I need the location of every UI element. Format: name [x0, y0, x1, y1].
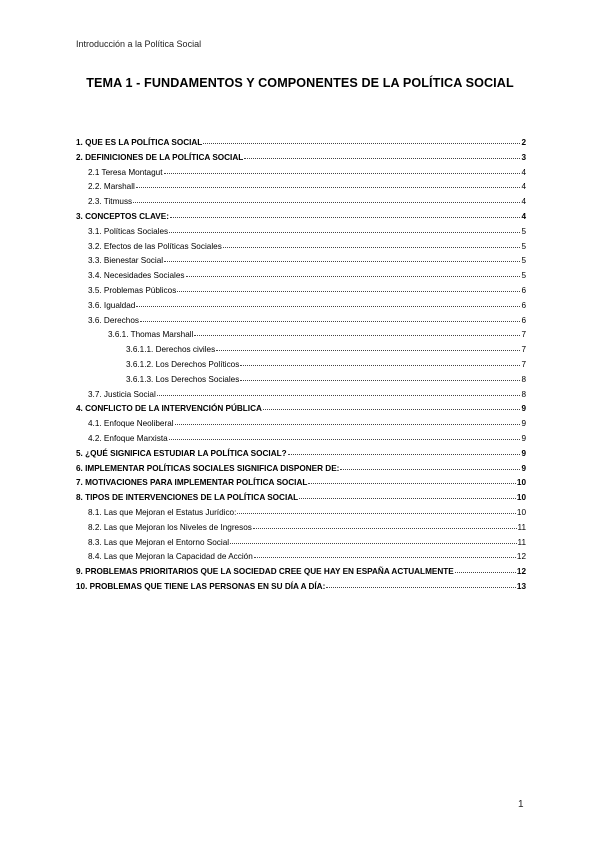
toc-entry[interactable]	[76, 357, 526, 372]
toc-entry-page: 5	[521, 256, 526, 266]
toc-leader-dots	[288, 445, 521, 455]
toc-entry[interactable]	[76, 165, 526, 180]
toc-leader-dots	[136, 297, 520, 307]
toc-entry-title: 8.3. Las que Mejoran el Entorno Social	[88, 537, 230, 547]
toc-entry[interactable]	[76, 224, 526, 239]
toc-entry-title: 7. MOTIVACIONES PARA IMPLEMENTAR POLÍTICA SOCIAL	[76, 478, 308, 488]
toc-entry-title: 6. IMPLEMENTAR POLÍTICAS SOCIALES SIGNIFICA DISPONER DE:	[76, 463, 340, 473]
toc-entry[interactable]	[76, 313, 526, 328]
page-header: Introducción a la Política Social	[76, 39, 202, 49]
table-of-contents	[76, 135, 526, 594]
toc-leader-dots	[169, 430, 521, 440]
toc-entry-title: 4.2. Enfoque Marxista	[88, 433, 168, 443]
toc-entry-page: 6	[521, 315, 526, 325]
toc-leader-dots	[253, 519, 517, 529]
toc-entry-page: 12	[516, 567, 526, 577]
toc-leader-dots	[244, 149, 520, 159]
toc-entry-title: 3.7. Justicia Social	[88, 389, 156, 399]
toc-entry-page: 9	[521, 419, 526, 429]
toc-entry-page: 8	[521, 374, 526, 384]
toc-entry-page: 5	[521, 226, 526, 236]
toc-entry[interactable]	[76, 564, 526, 579]
toc-leader-dots	[186, 267, 521, 277]
toc-entry[interactable]	[76, 387, 526, 402]
toc-entry-page: 7	[521, 359, 526, 369]
toc-entry-page: 7	[521, 345, 526, 355]
toc-leader-dots	[340, 460, 520, 470]
toc-entry-page: 9	[521, 448, 526, 458]
toc-leader-dots	[223, 238, 521, 248]
toc-entry-title: 3.1. Políticas Sociales	[88, 226, 169, 236]
toc-entry-page: 10	[516, 507, 526, 517]
toc-entry[interactable]	[76, 194, 526, 209]
toc-entry-page: 4	[521, 197, 526, 207]
toc-leader-dots	[326, 578, 516, 588]
toc-entry[interactable]	[76, 535, 526, 550]
toc-entry-title: 3. CONCEPTOS CLAVE:	[76, 211, 169, 221]
toc-entry-title: 2.1 Teresa Montagut	[88, 167, 163, 177]
toc-entry-title: 1. QUE ES LA POLÍTICA SOCIAL	[76, 138, 203, 147]
toc-leader-dots	[175, 415, 521, 425]
toc-entry-page: 6	[521, 300, 526, 310]
toc-leader-dots	[169, 223, 520, 233]
toc-entry-title: 8.1. Las que Mejoran el Estatus Jurídico:	[88, 507, 237, 517]
toc-leader-dots	[170, 208, 520, 218]
toc-entry[interactable]	[76, 342, 526, 357]
toc-entry-page: 4	[521, 167, 526, 177]
toc-leader-dots	[133, 193, 520, 203]
toc-entry-page: 9	[521, 404, 526, 414]
toc-entry-page: 9	[521, 433, 526, 443]
toc-entry-page: 11	[517, 537, 526, 547]
toc-leader-dots	[177, 282, 520, 292]
toc-entry-page: 10	[516, 493, 526, 503]
toc-leader-dots	[136, 178, 521, 188]
toc-leader-dots	[237, 504, 516, 514]
page-number: 1	[518, 799, 524, 810]
toc-entry-title: 8. TIPOS DE INTERVENCIONES DE LA POLÍTICA SOCIAL	[76, 493, 299, 503]
toc-entry[interactable]	[76, 431, 526, 446]
toc-entry[interactable]	[76, 283, 526, 298]
toc-entry[interactable]	[76, 416, 526, 431]
toc-entry-page: 8	[521, 389, 526, 399]
toc-entry[interactable]	[76, 475, 526, 490]
toc-entry-page: 13	[516, 581, 526, 591]
toc-entry[interactable]	[76, 209, 526, 224]
toc-entry-title: 3.3. Bienestar Social	[88, 256, 164, 266]
toc-entry[interactable]	[76, 461, 526, 476]
toc-entry-title: 3.6. Derechos	[88, 315, 139, 325]
toc-entry-title: 2.2. Marshall	[88, 182, 135, 192]
toc-entry[interactable]	[76, 239, 526, 254]
toc-entry-page: 3	[521, 152, 526, 162]
toc-entry-title: 5. ¿QUÉ SIGNIFICA ESTUDIAR LA POLÍTICA SOCIAL?	[76, 448, 287, 458]
toc-entry[interactable]	[76, 372, 526, 387]
toc-entry-title: 3.6.1. Thomas Marshall	[108, 330, 194, 340]
toc-entry-title: 3.4. Necesidades Sociales	[88, 271, 185, 281]
toc-entry-title: 3.6. Igualdad	[88, 300, 136, 310]
toc-entry[interactable]	[76, 549, 526, 564]
toc-entry-page: 9	[521, 463, 526, 473]
toc-entry[interactable]	[76, 135, 526, 150]
toc-leader-dots	[194, 326, 520, 336]
toc-leader-dots	[216, 341, 520, 351]
toc-entry[interactable]	[76, 268, 526, 283]
toc-entry-title: 2. DEFINICIONES DE LA POLÍTICA SOCIAL	[76, 152, 244, 162]
toc-entry[interactable]	[76, 490, 526, 505]
toc-entry[interactable]	[76, 505, 526, 520]
toc-entry-title: 10. PROBLEMAS QUE TIENE LAS PERSONAS EN SU DÍA A DÍA:	[76, 581, 326, 591]
toc-entry-title: 8.4. Las que Mejoran la Capacidad de Acción	[88, 552, 253, 562]
toc-leader-dots	[263, 400, 521, 410]
toc-entry[interactable]	[76, 401, 526, 416]
toc-leader-dots	[140, 312, 520, 322]
toc-entry-title: 3.6.1.1. Derechos civiles	[126, 345, 216, 355]
toc-leader-dots	[203, 134, 520, 144]
toc-entry-page: 6	[521, 285, 526, 295]
toc-leader-dots	[299, 489, 516, 499]
toc-leader-dots	[455, 563, 516, 573]
toc-leader-dots	[230, 534, 516, 544]
toc-leader-dots	[240, 356, 520, 366]
toc-entry-page: 12	[516, 552, 526, 562]
toc-entry-page: 11	[517, 522, 526, 532]
toc-entry-title: 8.2. Las que Mejoran los Niveles de Ingresos	[88, 522, 252, 532]
toc-entry-title: 4. CONFLICTO DE LA INTERVENCIÓN PÚBLICA	[76, 404, 262, 414]
toc-entry-title: 3.2. Efectos de las Políticas Sociales	[88, 241, 222, 251]
toc-entry-page: 10	[516, 478, 526, 488]
toc-entry-page: 5	[521, 241, 526, 251]
document-title: TEMA 1 - FUNDAMENTOS Y COMPONENTES DE LA POLÍTICA SOCIAL	[86, 76, 514, 90]
toc-leader-dots	[157, 386, 521, 396]
toc-entry-title: 3.5. Problemas Públicos	[88, 285, 177, 295]
toc-entry-page: 2	[521, 138, 526, 147]
toc-entry-title: 3.6.1.2. Los Derechos Políticos	[126, 359, 240, 369]
toc-entry[interactable]	[76, 327, 526, 342]
toc-entry-title: 9. PROBLEMAS PRIORITARIOS QUE LA SOCIEDAD CREE QUE HAY EN ESPAÑA ACTUALMENTE	[76, 567, 454, 577]
toc-leader-dots	[308, 474, 516, 484]
toc-entry[interactable]	[76, 253, 526, 268]
toc-entry-page: 4	[521, 211, 526, 221]
toc-leader-dots	[164, 164, 521, 174]
toc-entry-title: 3.6.1.3. Los Derechos Sociales	[126, 374, 240, 384]
toc-entry[interactable]	[76, 298, 526, 313]
toc-entry[interactable]	[76, 150, 526, 165]
toc-entry[interactable]	[76, 520, 526, 535]
toc-entry-page: 4	[521, 182, 526, 192]
toc-entry[interactable]	[76, 579, 526, 594]
toc-entry-page: 5	[521, 271, 526, 281]
toc-entry-title: 4.1. Enfoque Neoliberal	[88, 419, 174, 429]
toc-entry-page: 7	[521, 330, 526, 340]
toc-leader-dots	[164, 252, 520, 262]
toc-entry[interactable]	[76, 179, 526, 194]
toc-entry-title: 2.3. Titmuss	[88, 197, 133, 207]
toc-entry[interactable]	[76, 446, 526, 461]
toc-leader-dots	[240, 371, 520, 381]
toc-leader-dots	[254, 548, 516, 558]
